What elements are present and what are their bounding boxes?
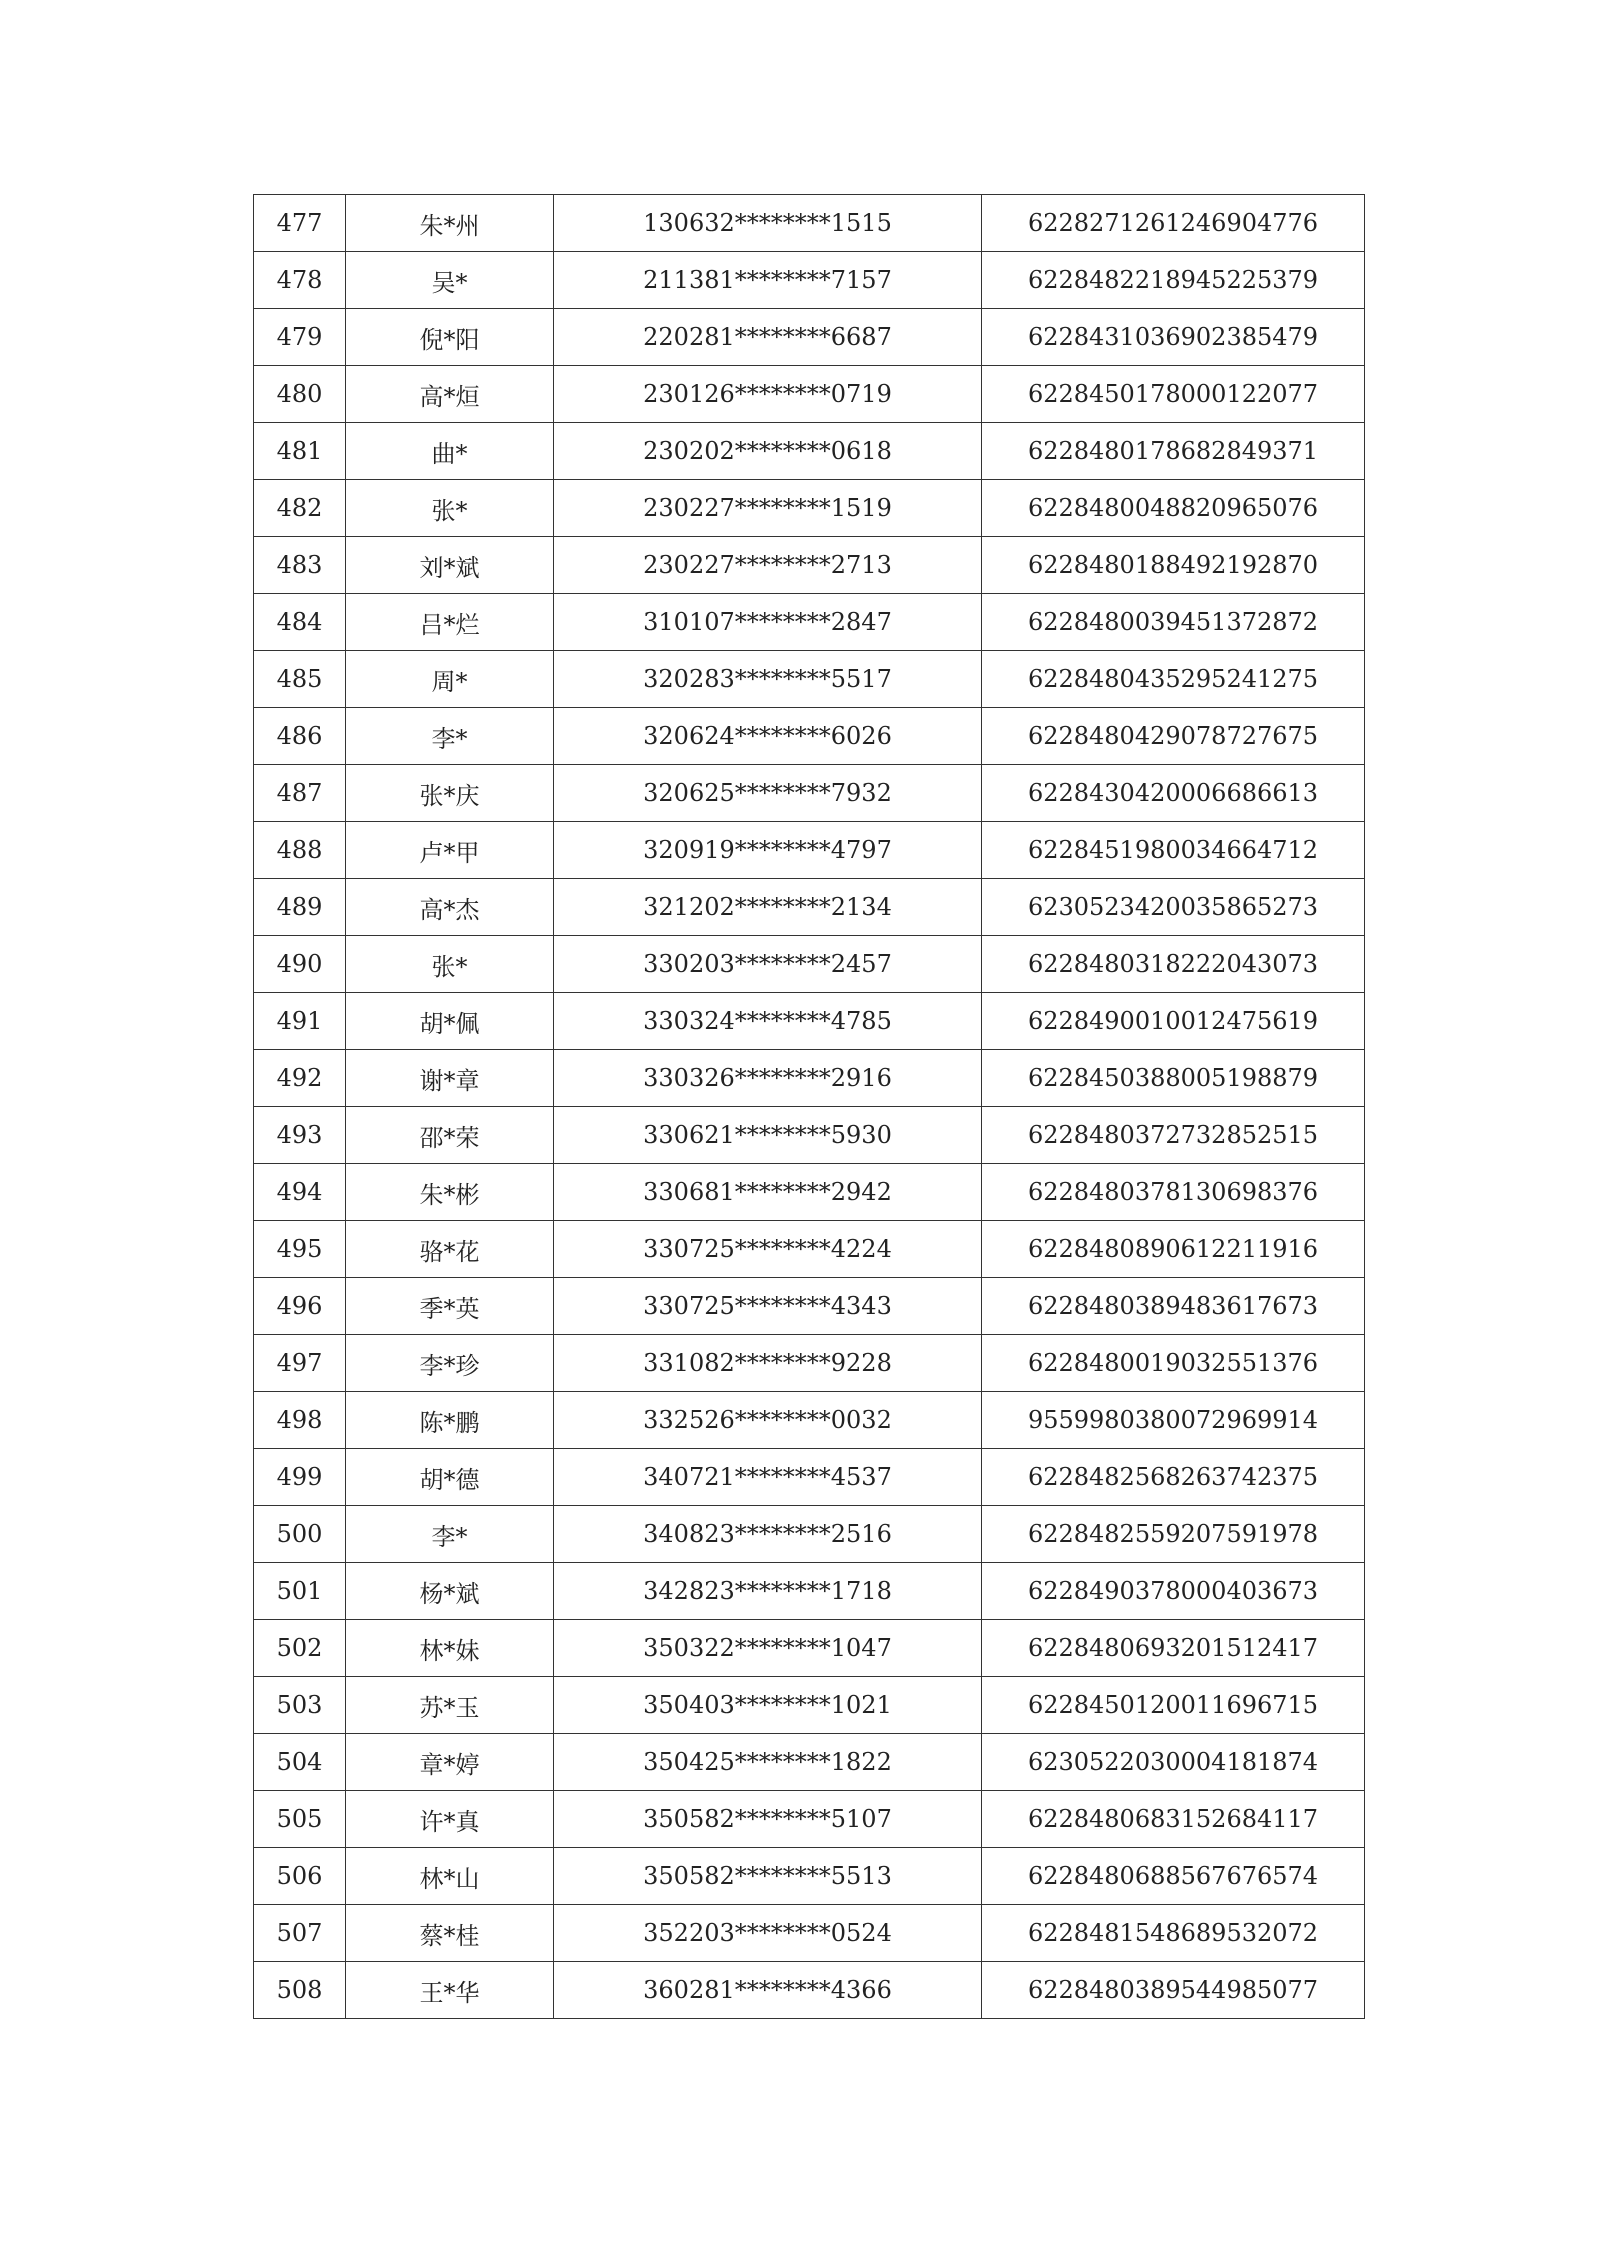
table-row xyxy=(254,366,1365,423)
name-cell: 朱*州 xyxy=(346,195,554,252)
row-number-cell: 478 xyxy=(254,252,346,309)
bank-card-cell: 6228480429078727675 xyxy=(982,708,1365,765)
name-cell: 曲* xyxy=(346,423,554,480)
table-row xyxy=(254,309,1365,366)
name-cell: 章*婷 xyxy=(346,1734,554,1791)
row-number-cell: 491 xyxy=(254,993,346,1050)
table-row xyxy=(254,1506,1365,1563)
row-number-cell: 488 xyxy=(254,822,346,879)
table-row xyxy=(254,1962,1365,2019)
row-number-cell: 507 xyxy=(254,1905,346,1962)
table-row xyxy=(254,1221,1365,1278)
bank-card-cell: 6228482568263742375 xyxy=(982,1449,1365,1506)
row-number-cell: 502 xyxy=(254,1620,346,1677)
table-row xyxy=(254,936,1365,993)
name-cell: 倪*阳 xyxy=(346,309,554,366)
id-number-cell: 230126********0719 xyxy=(554,366,982,423)
id-number-cell: 350322********1047 xyxy=(554,1620,982,1677)
name-cell: 张* xyxy=(346,480,554,537)
id-number-cell: 321202********2134 xyxy=(554,879,982,936)
bank-card-cell: 6228480039451372872 xyxy=(982,594,1365,651)
id-number-cell: 230202********0618 xyxy=(554,423,982,480)
name-cell: 骆*花 xyxy=(346,1221,554,1278)
table-row xyxy=(254,651,1365,708)
table-row xyxy=(254,1791,1365,1848)
bank-card-cell: 6230522030004181874 xyxy=(982,1734,1365,1791)
table-row xyxy=(254,1449,1365,1506)
bank-card-cell: 6228480389544985077 xyxy=(982,1962,1365,2019)
bank-card-cell: 6228490010012475619 xyxy=(982,993,1365,1050)
row-number-cell: 487 xyxy=(254,765,346,822)
table-row xyxy=(254,765,1365,822)
name-cell: 王*华 xyxy=(346,1962,554,2019)
row-number-cell: 482 xyxy=(254,480,346,537)
bank-card-cell: 6228480048820965076 xyxy=(982,480,1365,537)
table-row xyxy=(254,1677,1365,1734)
bank-card-cell: 6228480318222043073 xyxy=(982,936,1365,993)
table-row xyxy=(254,1905,1365,1962)
id-number-cell: 330681********2942 xyxy=(554,1164,982,1221)
name-cell: 胡*德 xyxy=(346,1449,554,1506)
id-number-cell: 350582********5513 xyxy=(554,1848,982,1905)
name-cell: 朱*彬 xyxy=(346,1164,554,1221)
name-cell: 杨*斌 xyxy=(346,1563,554,1620)
bank-card-cell: 6228480372732852515 xyxy=(982,1107,1365,1164)
table-row xyxy=(254,480,1365,537)
bank-card-cell: 6228480188492192870 xyxy=(982,537,1365,594)
bank-card-cell: 6228451980034664712 xyxy=(982,822,1365,879)
id-number-cell: 330725********4343 xyxy=(554,1278,982,1335)
id-number-cell: 330725********4224 xyxy=(554,1221,982,1278)
id-number-cell: 320283********5517 xyxy=(554,651,982,708)
bank-card-cell: 6228480178682849371 xyxy=(982,423,1365,480)
records-body xyxy=(254,195,1365,2019)
name-cell: 李* xyxy=(346,708,554,765)
name-cell: 高*烜 xyxy=(346,366,554,423)
name-cell: 蔡*桂 xyxy=(346,1905,554,1962)
bank-card-cell: 6228480693201512417 xyxy=(982,1620,1365,1677)
table-row xyxy=(254,594,1365,651)
id-number-cell: 352203********0524 xyxy=(554,1905,982,1962)
id-number-cell: 230227********2713 xyxy=(554,537,982,594)
name-cell: 周* xyxy=(346,651,554,708)
id-number-cell: 220281********6687 xyxy=(554,309,982,366)
table-row xyxy=(254,1392,1365,1449)
table-row xyxy=(254,537,1365,594)
bank-card-cell: 6228480890612211916 xyxy=(982,1221,1365,1278)
row-number-cell: 489 xyxy=(254,879,346,936)
row-number-cell: 485 xyxy=(254,651,346,708)
records-table xyxy=(253,194,1365,2019)
bank-card-cell: 6228482218945225379 xyxy=(982,252,1365,309)
id-number-cell: 310107********2847 xyxy=(554,594,982,651)
id-number-cell: 230227********1519 xyxy=(554,480,982,537)
bank-card-cell: 6228450388005198879 xyxy=(982,1050,1365,1107)
name-cell: 林*妹 xyxy=(346,1620,554,1677)
table-row xyxy=(254,1050,1365,1107)
row-number-cell: 499 xyxy=(254,1449,346,1506)
table-row xyxy=(254,1734,1365,1791)
name-cell: 李* xyxy=(346,1506,554,1563)
row-number-cell: 497 xyxy=(254,1335,346,1392)
row-number-cell: 501 xyxy=(254,1563,346,1620)
row-number-cell: 506 xyxy=(254,1848,346,1905)
row-number-cell: 498 xyxy=(254,1392,346,1449)
table-row xyxy=(254,252,1365,309)
name-cell: 高*杰 xyxy=(346,879,554,936)
row-number-cell: 479 xyxy=(254,309,346,366)
bank-card-cell: 6228430420006686613 xyxy=(982,765,1365,822)
row-number-cell: 500 xyxy=(254,1506,346,1563)
name-cell: 张* xyxy=(346,936,554,993)
name-cell: 季*英 xyxy=(346,1278,554,1335)
table-row xyxy=(254,195,1365,252)
bank-card-cell: 6228480683152684117 xyxy=(982,1791,1365,1848)
row-number-cell: 494 xyxy=(254,1164,346,1221)
row-number-cell: 481 xyxy=(254,423,346,480)
table-row xyxy=(254,822,1365,879)
name-cell: 陈*鹏 xyxy=(346,1392,554,1449)
id-number-cell: 360281********4366 xyxy=(554,1962,982,2019)
bank-card-cell: 6228480389483617673 xyxy=(982,1278,1365,1335)
row-number-cell: 484 xyxy=(254,594,346,651)
table-row xyxy=(254,1335,1365,1392)
row-number-cell: 503 xyxy=(254,1677,346,1734)
table-row xyxy=(254,1164,1365,1221)
row-number-cell: 505 xyxy=(254,1791,346,1848)
name-cell: 刘*斌 xyxy=(346,537,554,594)
row-number-cell: 483 xyxy=(254,537,346,594)
bank-card-cell: 6228480019032551376 xyxy=(982,1335,1365,1392)
table-row xyxy=(254,1278,1365,1335)
row-number-cell: 477 xyxy=(254,195,346,252)
row-number-cell: 486 xyxy=(254,708,346,765)
bank-card-cell: 6228450120011696715 xyxy=(982,1677,1365,1734)
row-number-cell: 493 xyxy=(254,1107,346,1164)
id-number-cell: 350425********1822 xyxy=(554,1734,982,1791)
table-row xyxy=(254,993,1365,1050)
bank-card-cell: 6228480435295241275 xyxy=(982,651,1365,708)
id-number-cell: 350582********5107 xyxy=(554,1791,982,1848)
table-row xyxy=(254,1848,1365,1905)
name-cell: 卢*甲 xyxy=(346,822,554,879)
name-cell: 苏*玉 xyxy=(346,1677,554,1734)
id-number-cell: 350403********1021 xyxy=(554,1677,982,1734)
table-row xyxy=(254,1563,1365,1620)
id-number-cell: 320919********4797 xyxy=(554,822,982,879)
id-number-cell: 330324********4785 xyxy=(554,993,982,1050)
bank-card-cell: 6228480688567676574 xyxy=(982,1848,1365,1905)
name-cell: 林*山 xyxy=(346,1848,554,1905)
row-number-cell: 490 xyxy=(254,936,346,993)
bank-card-cell: 6228481548689532072 xyxy=(982,1905,1365,1962)
id-number-cell: 330621********5930 xyxy=(554,1107,982,1164)
id-number-cell: 340823********2516 xyxy=(554,1506,982,1563)
id-number-cell: 330326********2916 xyxy=(554,1050,982,1107)
name-cell: 谢*章 xyxy=(346,1050,554,1107)
bank-card-cell: 6228482559207591978 xyxy=(982,1506,1365,1563)
id-number-cell: 320624********6026 xyxy=(554,708,982,765)
name-cell: 吕*烂 xyxy=(346,594,554,651)
row-number-cell: 508 xyxy=(254,1962,346,2019)
id-number-cell: 340721********4537 xyxy=(554,1449,982,1506)
table-row xyxy=(254,708,1365,765)
name-cell: 许*真 xyxy=(346,1791,554,1848)
row-number-cell: 496 xyxy=(254,1278,346,1335)
bank-card-cell: 6228490378000403673 xyxy=(982,1563,1365,1620)
table-row xyxy=(254,1107,1365,1164)
id-number-cell: 211381********7157 xyxy=(554,252,982,309)
bank-card-cell: 6228271261246904776 xyxy=(982,195,1365,252)
row-number-cell: 480 xyxy=(254,366,346,423)
id-number-cell: 130632********1515 xyxy=(554,195,982,252)
bank-card-cell: 9559980380072969914 xyxy=(982,1392,1365,1449)
name-cell: 张*庆 xyxy=(346,765,554,822)
id-number-cell: 330203********2457 xyxy=(554,936,982,993)
row-number-cell: 495 xyxy=(254,1221,346,1278)
id-number-cell: 342823********1718 xyxy=(554,1563,982,1620)
table-row xyxy=(254,1620,1365,1677)
row-number-cell: 504 xyxy=(254,1734,346,1791)
bank-card-cell: 6228431036902385479 xyxy=(982,309,1365,366)
name-cell: 胡*佩 xyxy=(346,993,554,1050)
name-cell: 邵*荣 xyxy=(346,1107,554,1164)
bank-card-cell: 6228480378130698376 xyxy=(982,1164,1365,1221)
name-cell: 李*珍 xyxy=(346,1335,554,1392)
bank-card-cell: 6228450178000122077 xyxy=(982,366,1365,423)
id-number-cell: 332526********0032 xyxy=(554,1392,982,1449)
row-number-cell: 492 xyxy=(254,1050,346,1107)
bank-card-cell: 6230523420035865273 xyxy=(982,879,1365,936)
table-row xyxy=(254,879,1365,936)
id-number-cell: 320625********7932 xyxy=(554,765,982,822)
table-row xyxy=(254,423,1365,480)
id-number-cell: 331082********9228 xyxy=(554,1335,982,1392)
name-cell: 吴* xyxy=(346,252,554,309)
